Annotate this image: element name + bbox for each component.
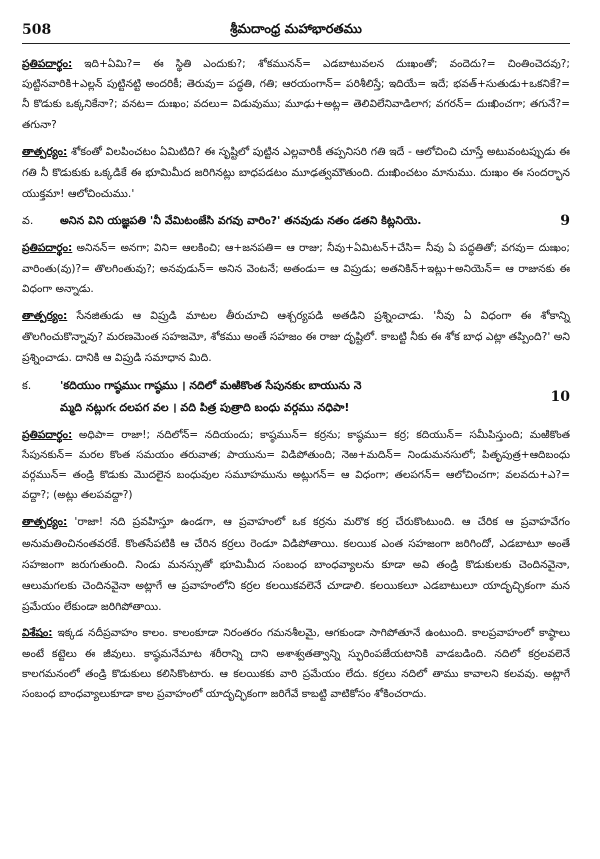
meaning-block	[22, 141, 570, 205]
running-head: శ్రీమదాంధ్ర మహాభారతము	[230, 22, 362, 37]
verse-number: 10	[550, 388, 570, 405]
meaning-text: 'రాజా! నది ప్రవహిస్తూ ఉండగా, ఆ ప్రవాహంలో ఒక కర్రను మరొక కర్ర చేరుకొంటుంది. ఆ చేరిక ఆ ప్రవాహవేగం అనుమతించినంతవరకే. కొంతసేపటికి ఆ చేరిన కర్రలు రెండూ విడిపోతాయి. కలయిక ఎంత సహజంగా జరిగిందో, ఎడబాటూ అంతే సహజంగా జరుగుతుంది. నిండు మనస్సుతో భూమిమీద సంబంధ బాంధవ్యాలను కూడా అవి తండ్రి కొడుకులకు చెందినవైనా, ఆలుమగలకు చెందినవైనా అట్లాగే ఆ ప్రవాహంలోని కర్రల కలయికవలెనే చూడాలి. కలయికలూ ఎడబాటులూ యాదృచ్ఛికంగా మన ప్రమేయం లేకుండా జరిగిపోతాయి.	[22, 515, 570, 614]
page-number: 508	[22, 22, 52, 38]
page-header	[22, 22, 570, 48]
verse-line-1: 'కదియుం గాష్ఠముఁ గాష్ఠము । నదిలో మఱికొంత సేపునకుఁ బాయును నె	[60, 378, 362, 392]
verse-marker: వ.	[22, 214, 34, 228]
verse-marker: క.	[22, 378, 32, 392]
meaning-label: తాత్పర్యం:	[22, 144, 68, 158]
word-meaning-label: ప్రతిపదార్థం:	[22, 58, 73, 70]
word-meaning-label: ప్రతిపదార్థం:	[22, 242, 73, 255]
word-meaning-block	[22, 238, 570, 299]
word-meaning-block	[22, 54, 570, 135]
word-meaning-text: అనినన్= అనగా; విని= ఆలకించి; ఆ+జనపతి= ఆ రాజు; నీవు+ఏమిటన్+చేసి= నీవు ఏ పద్ధతితో; వగవు= దుఃఖం; వారింతు(వు)?= తొలగింతువు?; అనవుడున్= అనిన వెంటనే; అతండు= ఆ విప్రుడు; అతనికిన్+ఇట్లు+అనియెన్= ఆ రాజునకు ఈ విధంగా అన్నాడు.	[22, 242, 570, 295]
special-note-block	[22, 623, 570, 704]
meaning-label: తాత్పర్యం:	[22, 515, 68, 529]
meaning-text: సేనజితుడు ఆ విప్రుడి మాటల తీరుచూచి ఆశ్చర్యపడి అతడిని ప్రశ్నించాడు. 'నీవు ఏ విధంగా ఈ శోకాన్ని తొలగించుకొన్నావు? మరణమెంత సహజమో, శోకము అంతే సహజం ఈ రాజు దృష్టిలో. కాబట్టి నీకు ఈ శోక బాధ ఎట్లా తప్పింది?' అని ప్రశ్నించాడు. దానికి ఆ విప్రుడి సమాధాన మిది.	[22, 309, 570, 365]
word-meaning-text: అధిపా= రాజా!; నదిలోన్= నదియందు; కాష్ఠమున్= కర్రను; కాష్ఠము= కర్ర; కదియున్= సమీపిస్తుంది; మఱికొంత సేపునకున్= మరల కొంత సమయం తరువాత; పాయును= విడిపోతుంది; నెఱ+మదిన్= నిండుమనసులో; పితృపుత్ర+ఆదిబంధు వర్గమున్= తండ్రి కొడుకు మొదలైన బంధువుల సమూహమును అట్లుగన్= ఆ విధంగా; తలపగన్= ఆలోచించగా; వలవదు+ఎ?= వద్దా?; (అట్లు తలపవద్దా?)	[22, 428, 570, 502]
meaning-label: తాత్పర్యం:	[22, 309, 68, 323]
meaning-text: శోకంతో విలపించటం ఏమిటిది? ఈ సృష్టిలో పుట్టిన ఎల్లవారికీ తప్పనిసరి గతి ఇదే - ఆలోచించి చూస్తే అటువంటప్పుడు ఈ గతి నీ కొడుకుకు ఒక్కడికే ఈ భూమిమీద జరిగినట్లు బాధపడటం మూఢత్వమౌతుంది. దుఃఖించటం మానుము. దుఃఖం ఈ సందర్భాన యుక్తమా! ఆలోచించుము.'	[22, 144, 570, 201]
header-rule	[22, 43, 570, 44]
meaning-block	[22, 511, 570, 617]
word-meaning-block	[22, 425, 570, 506]
verse-line-2: మ్మది నట్లుగఁ దలపగ వల । వది పిత్ర పుత్రాది బంధు వర్గము నధిపా!	[60, 400, 350, 414]
word-meaning-text: ఇది+ఏమి?= ఈ స్థితి ఎందుకు?; శోకమునన్= ఎడబాటువలన దుఃఖంతో; వందెదు?= చింతించెదవు?; పుట్టినవారికి+ఎల్లన్ పుట్టినట్టి అందరికీ; తెరువు= పద్ధతి, గతి; ఆరయంగాన్= పరిశీలిస్తే; ఇదియే= ఇదే; భవత్+సుతుడు+ఒకనికే?= నీ కొడుకు ఒక్కనికేనా?; వనట= దుఃఖం; వదలు= విడువుము; మూఢు+అట్ల= తెలివిలేనివాడిలాగ; వగరన్= దుఃఖించగా; తగునే?= తగునా?	[22, 58, 571, 131]
verse-number: 9	[560, 213, 570, 230]
word-meaning-label: ప్రతిపదార్థం:	[22, 428, 73, 441]
verse-9	[22, 210, 570, 232]
verse-line: అనిన విని యజ్ఞపతి 'నీ వేమిటంజేసి వగవు వారిం?' తనవుడు నతం డతని కిట్లనియె.	[60, 214, 422, 228]
verse-10	[22, 375, 570, 419]
meaning-block	[22, 305, 570, 369]
special-note-text: ఇక్కడ నదీప్రవాహం కాలం. కాలంకూడా నిరంతరం గమనశీలమై, ఆగకుండా సాగిపోతూనే ఉంటుంది. కాలప్రవాహంలో కాష్ఠాలు అంటే కట్టెలు ఈ జీవులు. కాష్ఠమనేమాట శరీరాన్ని దాని అశాశ్వతత్వాన్ని స్ఫురింపజేయటానికి వాడబడింది. నదిలో కర్రలవలెనే కాలగమనంలో తండ్రి కొడుకులు కలిసికొంటారు. ఆ కలయికకు వారి ప్రమేయం లేదు. కర్రలు నదిలో తాము కావాలని కలవవు. అట్లాగే సంబంధ బాంధవ్యాలుకూడా కాల ప్రవాహంలో యాదృచ్ఛికంగా జరిగేవే కాబట్టి వాటికోసం శోకించరాదు.	[22, 627, 570, 701]
special-note-label: విశేషం:	[22, 627, 53, 640]
